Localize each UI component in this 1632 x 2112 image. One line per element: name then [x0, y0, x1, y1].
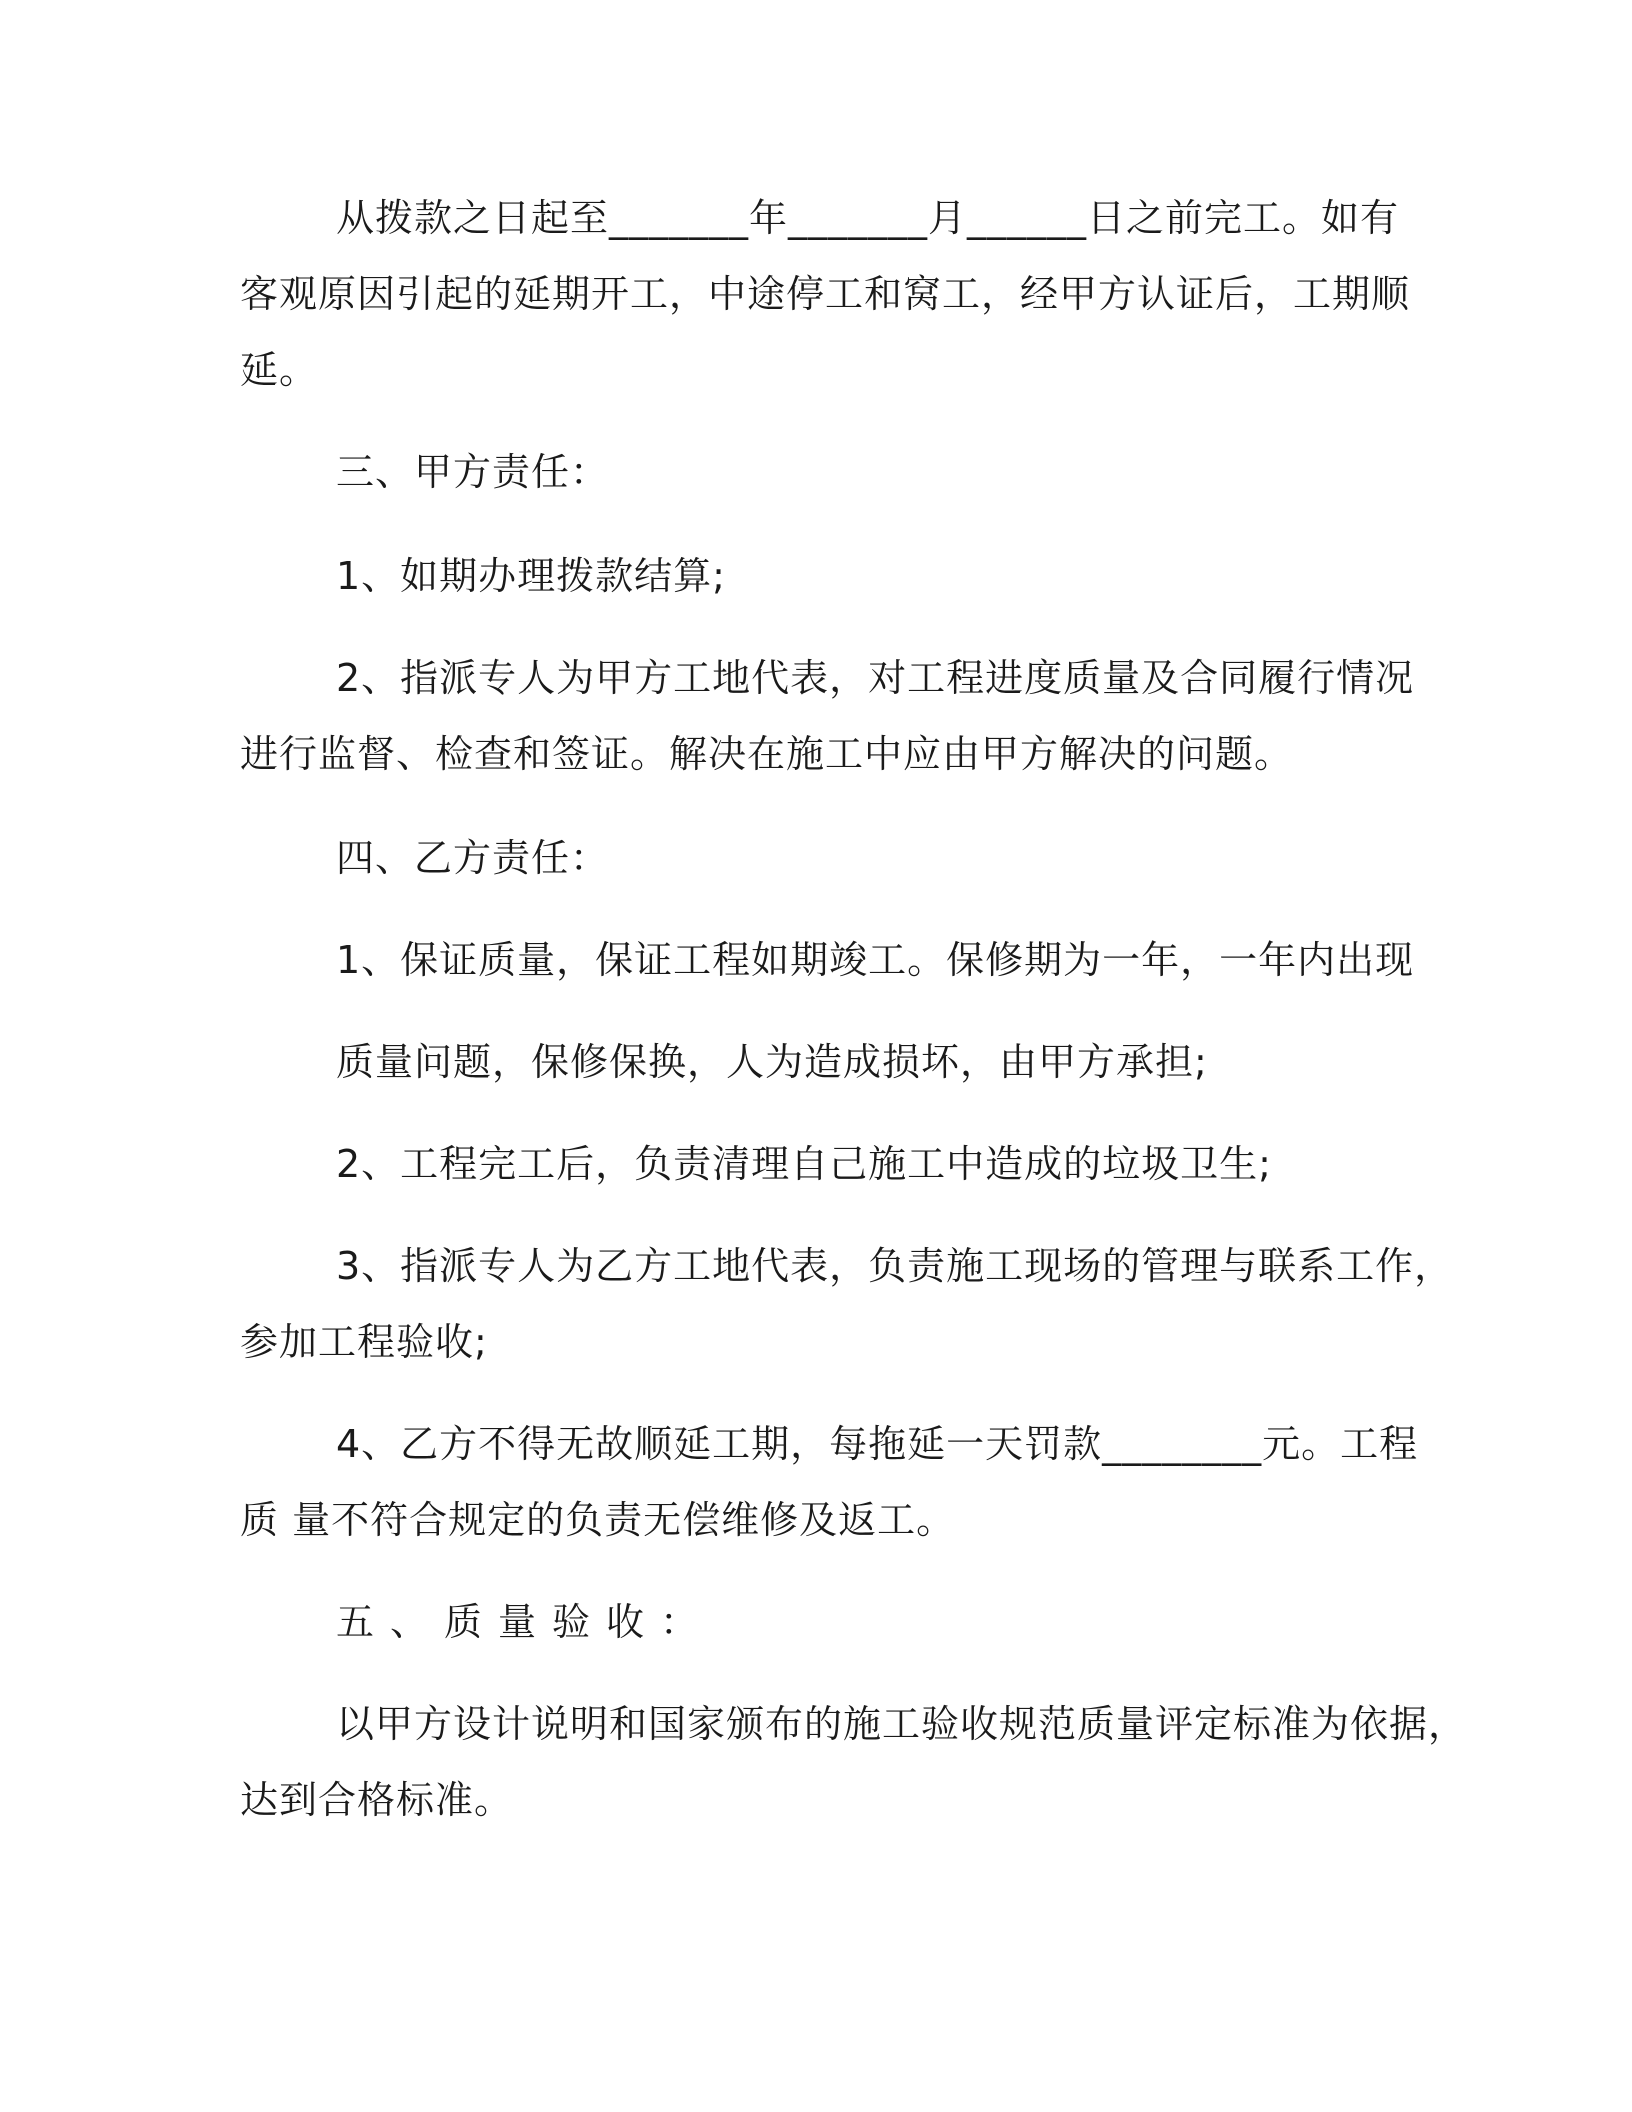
list-item: 3、指派专人为乙方工地代表，负责施工现场的管理与联系工作，	[336, 1244, 1454, 1288]
paragraph-line: 以甲方设计说明和国家颁布的施工验收规范质量评定标准为依据，	[336, 1702, 1468, 1746]
paragraph-line: 客观原因引起的延期开工，中途停工和窝工，经甲方认证后，工期顺	[240, 272, 1411, 316]
section-heading: 三、甲方责任：	[336, 450, 610, 494]
list-item: 1、如期办理拨款结算;	[336, 554, 726, 598]
list-item-continuation: 进行监督、检查和签证。解决在施工中应由甲方解决的问题。	[240, 732, 1294, 776]
paragraph-line: 延。	[240, 348, 319, 392]
section-heading: 四、乙方责任：	[336, 836, 610, 880]
list-item: 4、乙方不得无故顺延工期，每拖延一天罚款________元。工程	[336, 1422, 1419, 1466]
list-item-continuation: 质 量不符合规定的负责无偿维修及返工。	[240, 1498, 956, 1542]
paragraph-line: 达到合格标准。	[240, 1778, 514, 1822]
list-item: 1、保证质量，保证工程如期竣工。保修期为一年，一年内出现	[336, 938, 1415, 982]
list-item-continuation: 质量问题，保修保换，人为造成损坏，由甲方承担;	[336, 1040, 1208, 1084]
list-item: 2、指派专人为甲方工地代表，对工程进度质量及合同履行情况	[336, 656, 1415, 700]
section-heading: 五、质量验收：	[336, 1600, 715, 1644]
paragraph-line: 从拨款之日起至_______年_______月______日之前完工。如有	[336, 196, 1400, 240]
list-item-continuation: 参加工程验收;	[240, 1320, 488, 1364]
list-item: 2、工程完工后，负责清理自己施工中造成的垃圾卫生;	[336, 1142, 1272, 1186]
